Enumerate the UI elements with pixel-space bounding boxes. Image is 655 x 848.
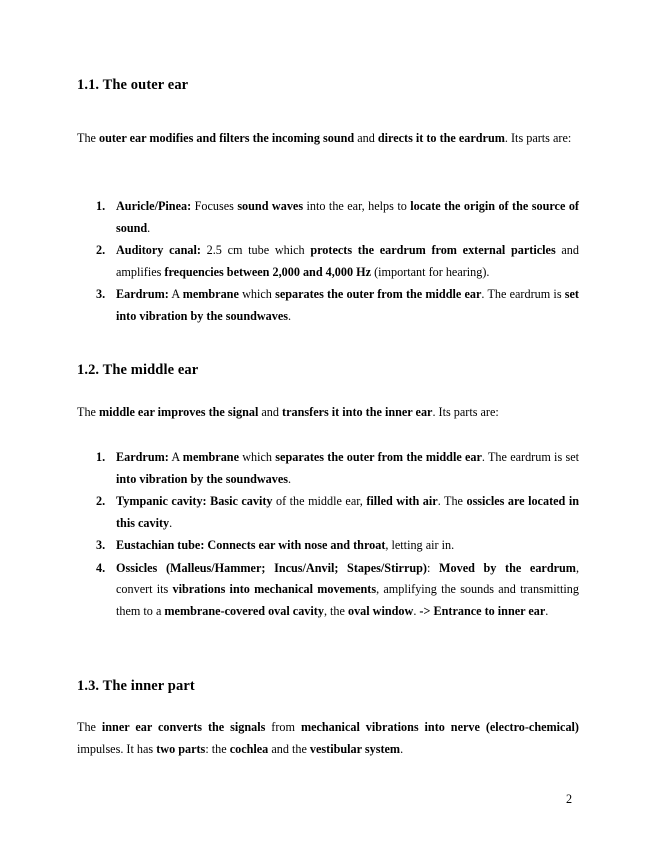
list-item-number: 2. — [96, 494, 106, 508]
bold-text: separates the outer from the middle ear — [275, 287, 482, 301]
text-run: . — [288, 471, 292, 486]
list-item-number: 1. — [96, 199, 106, 213]
text-run: from — [265, 720, 301, 734]
bold-text: middle ear improves the signal — [99, 405, 259, 419]
text-run: into the ear, helps to — [303, 199, 411, 213]
text-run: , letting air in. — [385, 538, 455, 552]
bold-text: two parts — [156, 741, 206, 756]
list-item-number: 1. — [96, 450, 106, 464]
bold-text: vibrations into mechanical movements — [172, 582, 377, 596]
bold-text: mechanical vibrations into nerve (electro-chemical) — [300, 720, 579, 734]
text-run: (important for hearing). — [371, 264, 490, 279]
bold-text: vestibular system — [309, 741, 401, 756]
text-run: The — [77, 720, 102, 734]
parts-list-outer-ear — [77, 196, 579, 328]
bold-text: Eardrum: — [116, 450, 169, 464]
text-run: , convert its — [116, 560, 579, 596]
section-intro-inner-part — [77, 717, 579, 760]
bold-text: filled with air — [366, 494, 438, 508]
text-run: . — [169, 515, 173, 530]
text-run: . — [288, 308, 292, 323]
text-run: . — [400, 741, 404, 756]
text-run: . — [413, 603, 420, 618]
list-item — [77, 240, 579, 283]
section-intro-middle-ear — [77, 402, 579, 424]
text-run: The — [77, 131, 99, 145]
text-run: A — [168, 450, 183, 464]
text-run: . The — [437, 494, 467, 508]
text-run: . The eardrum is — [481, 287, 565, 301]
list-item-number: 2. — [96, 243, 106, 257]
parts-list-middle-ear — [77, 447, 579, 623]
page-number: 2 — [566, 792, 573, 806]
bold-text: into vibration by the soundwaves — [116, 471, 289, 486]
bold-text: oval window — [347, 603, 414, 618]
list-item — [77, 491, 579, 534]
bold-text: locate the origin of the source of sound — [116, 199, 579, 235]
bold-text: outer ear modifies and filters the incoming sound — [99, 131, 355, 145]
text-run: . Its parts are: — [504, 131, 572, 145]
section-heading-outer-ear: 1.1. The outer ear — [77, 77, 189, 93]
list-item-number: 3. — [96, 287, 106, 301]
bold-text: separates the outer from the middle ear — [275, 450, 482, 464]
text-run: . — [545, 603, 549, 618]
bold-text: Eustachian tube: Connects ear with nose and throat — [116, 538, 386, 552]
section-heading-inner-part: 1.3. The inner part — [77, 678, 195, 694]
section-intro-outer-ear — [77, 128, 579, 150]
text-run: 2.5 cm tube which — [200, 243, 311, 257]
list-item — [77, 284, 579, 327]
text-run: and — [354, 131, 378, 145]
bold-text: Moved by the eardrum — [439, 560, 576, 575]
text-run: Focuses — [191, 199, 238, 213]
list-item-number: 3. — [96, 538, 106, 552]
bold-text: inner ear converts the signals — [101, 720, 266, 734]
bold-text: membrane — [182, 450, 239, 464]
bold-text: transfers it into the inner ear — [282, 405, 433, 419]
text-run: which — [238, 287, 276, 301]
text-run: , the — [323, 603, 348, 618]
list-item — [77, 447, 579, 490]
bold-text: -> Entrance to inner ear — [419, 603, 546, 618]
bold-text: Auricle/Pinea: — [116, 199, 192, 213]
bold-text: ossicles are located in this cavity — [116, 494, 579, 530]
section-heading-middle-ear: 1.2. The middle ear — [77, 362, 199, 378]
text-run: The — [77, 405, 99, 419]
text-run: and — [258, 405, 283, 419]
bold-text: Eardrum: — [116, 287, 169, 301]
list-item — [77, 558, 579, 623]
text-run: . — [147, 220, 151, 235]
bold-text: cochlea — [229, 741, 269, 756]
bold-text: Tympanic cavity: Basic cavity — [116, 494, 273, 508]
bold-text: frequencies between 2,000 and 4,000 Hz — [164, 264, 372, 279]
bold-text: membrane — [182, 287, 239, 301]
text-run: and the — [268, 741, 310, 756]
text-run: , amplifying the sounds and transmitting them to a — [116, 582, 579, 618]
text-run: . The eardrum is set — [481, 450, 579, 464]
text-run: : the — [205, 741, 230, 756]
text-run: A — [168, 287, 183, 301]
bold-text: membrane-covered oval cavity — [164, 603, 324, 618]
bold-text: protects the eardrum from external particles — [310, 243, 556, 257]
list-item — [77, 196, 579, 239]
list-item-number: 4. — [96, 560, 106, 575]
text-run: and amplifies — [116, 243, 579, 279]
list-item — [77, 535, 579, 557]
bold-text: set into vibration by the soundwaves — [116, 287, 579, 323]
bold-text: Auditory canal: — [116, 243, 201, 257]
text-run: . Its parts are: — [432, 405, 499, 419]
bold-text: sound waves — [237, 199, 304, 213]
text-run: impulses. It has — [77, 741, 157, 756]
text-run: of the middle ear, — [272, 494, 367, 508]
bold-text: Ossicles (Malleus/Hammer; Incus/Anvil; Stapes/Stirrup) — [116, 560, 427, 575]
text-run: : — [426, 560, 439, 575]
text-run: which — [238, 450, 276, 464]
bold-text: directs it to the eardrum — [377, 131, 505, 145]
